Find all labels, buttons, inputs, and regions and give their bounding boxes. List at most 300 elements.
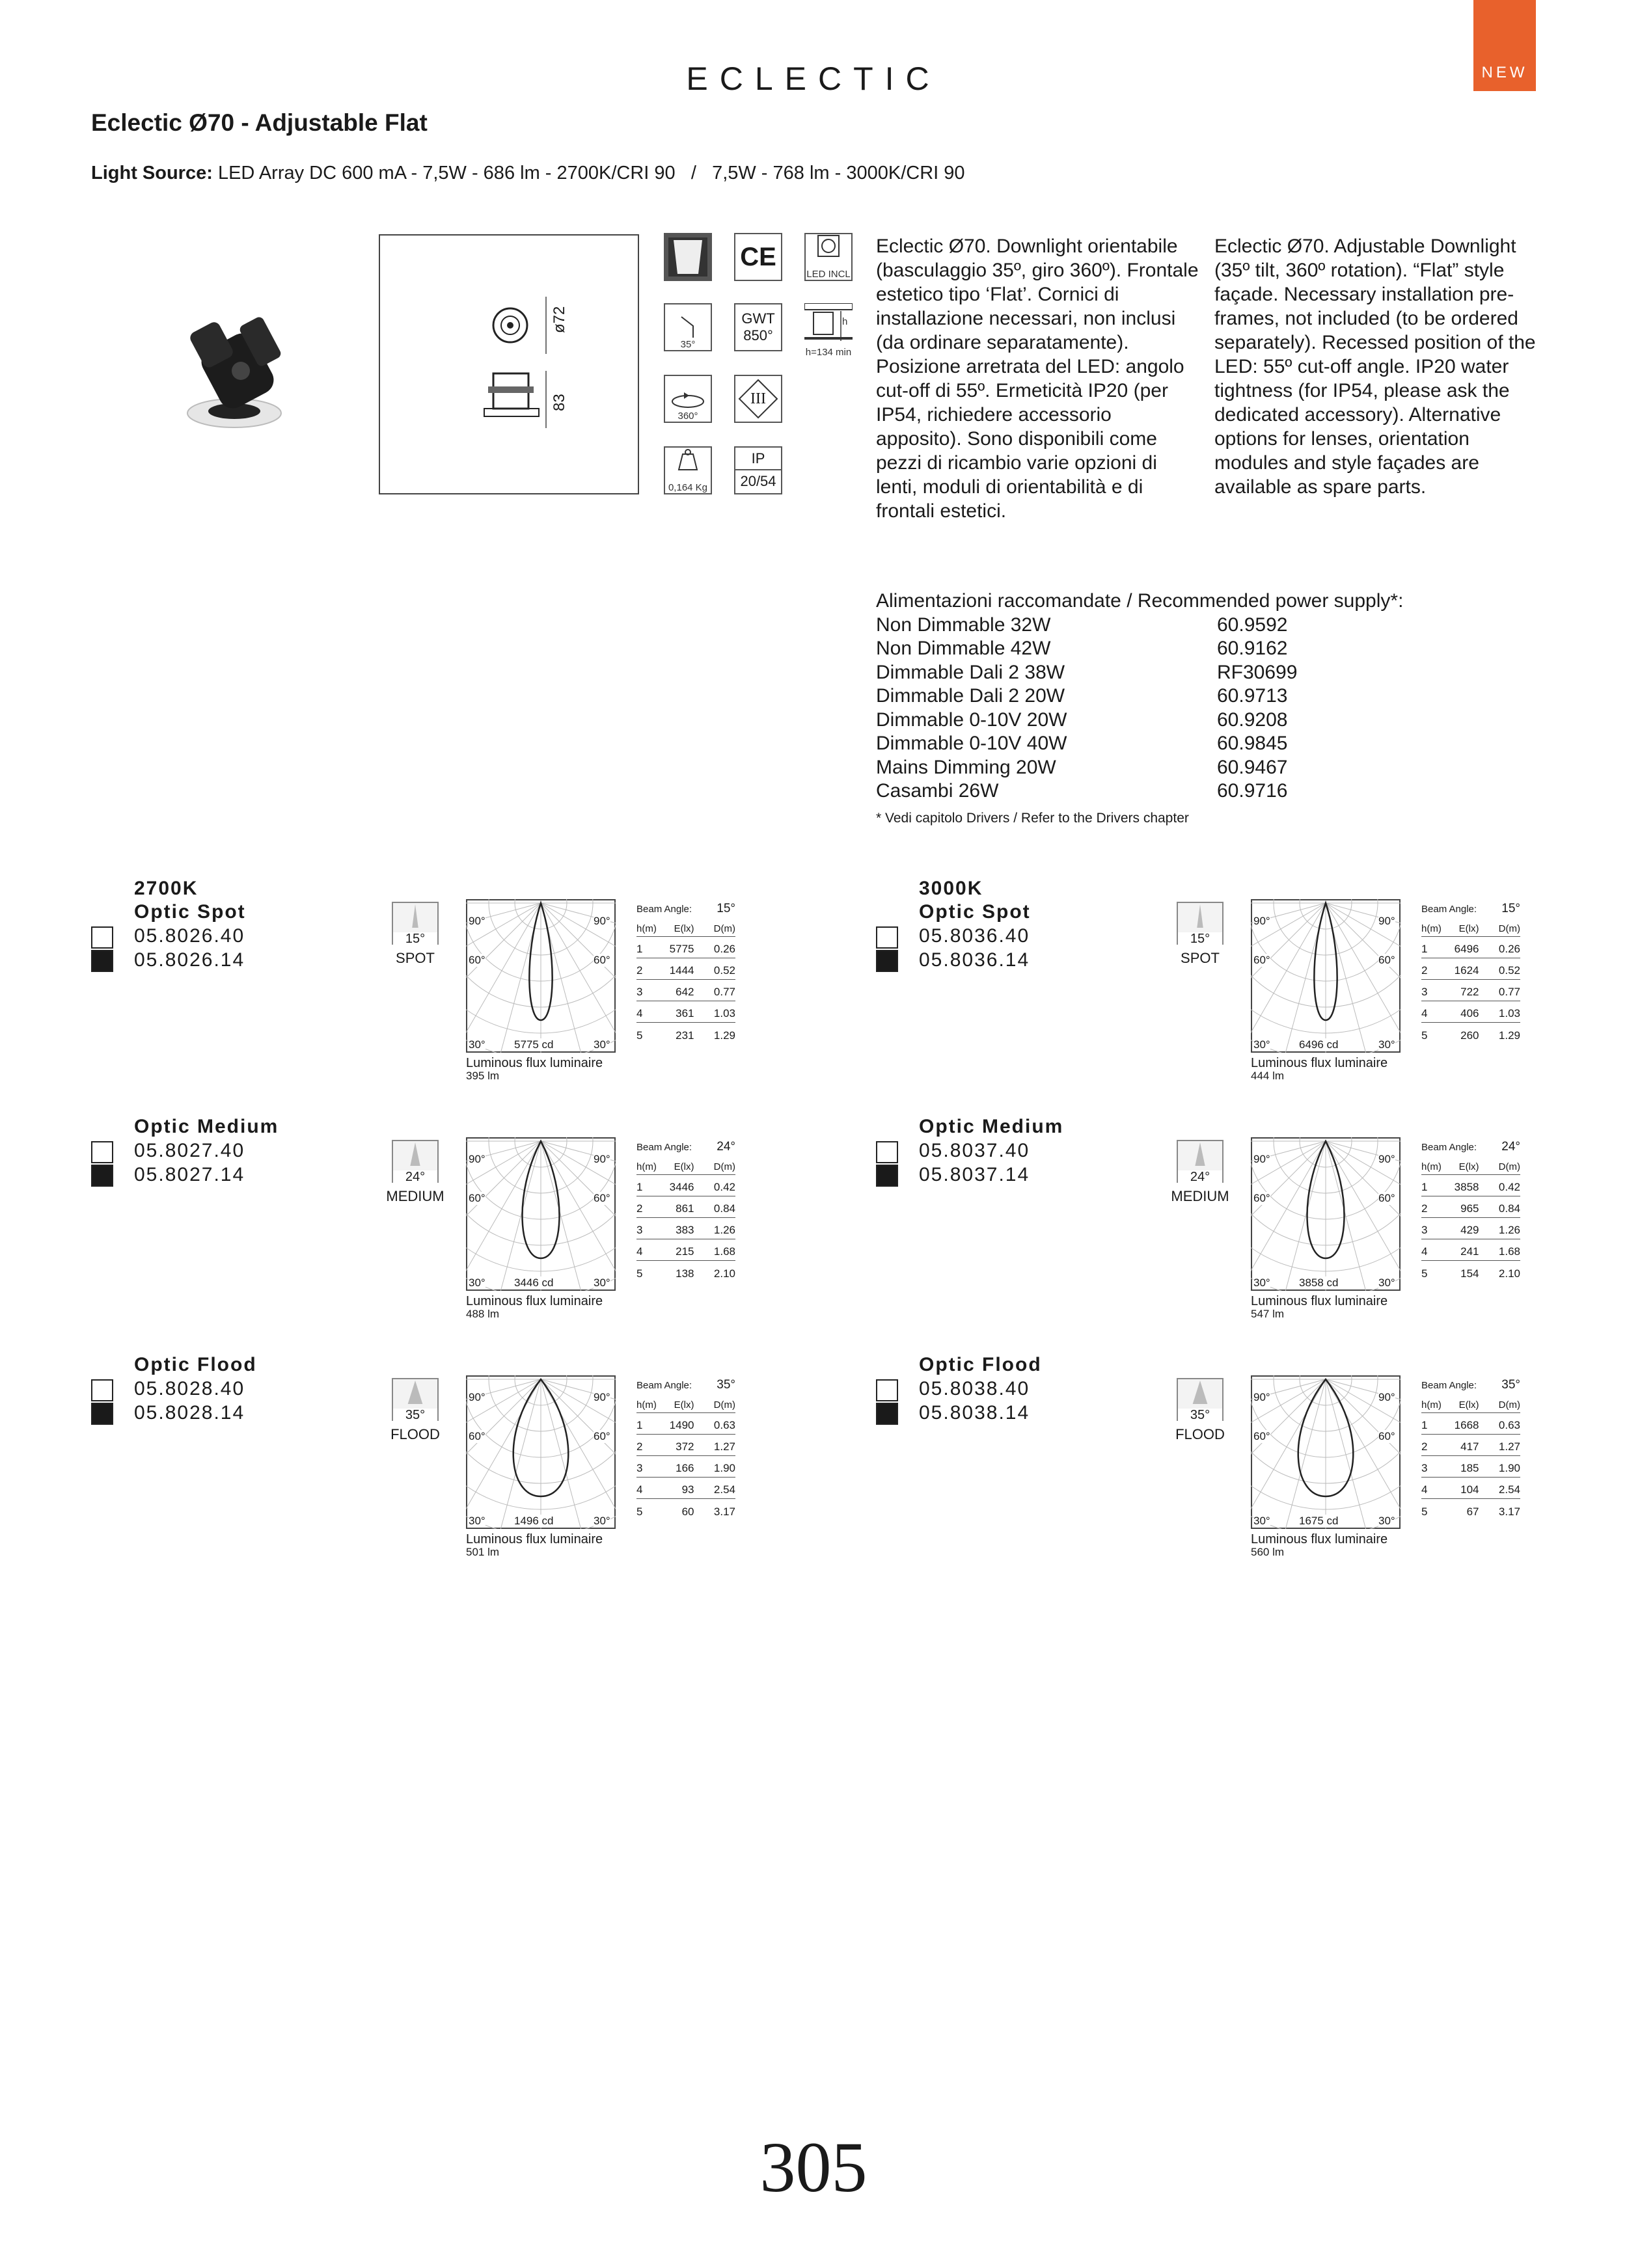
beam-angle-label: 24°: [1178, 1170, 1222, 1183]
led-incl-label: LED INCL: [806, 269, 851, 280]
beam-angle-row: [636, 1137, 735, 1157]
cell-d: 1.90: [1498, 1462, 1520, 1474]
cell-h: 1: [636, 1419, 643, 1431]
polar-label-30-left: 30°: [469, 1515, 485, 1527]
col-h: h(m): [636, 1161, 657, 1172]
optic-code-white: 05.8026.40: [134, 925, 245, 947]
cell-e: 3858: [1454, 1181, 1479, 1193]
power-supply-name: Dimmable 0-10V 40W: [876, 733, 1067, 754]
cell-e: 3446: [669, 1181, 694, 1193]
table-row: [636, 980, 735, 1001]
power-supply-name: Dimmable Dali 2 20W: [876, 685, 1065, 707]
led-chip-icon: [817, 234, 840, 258]
beam-angle-caption: Beam Angle:: [636, 1141, 692, 1153]
optic-code-white: 05.8028.40: [134, 1378, 245, 1399]
beam-cone: [1197, 904, 1203, 928]
cell-e: 429: [1460, 1224, 1479, 1236]
power-supply-code: 60.9713: [1217, 685, 1288, 707]
polar-label-90-right: 90°: [1378, 1391, 1395, 1403]
power-supply-name: Non Dimmable 42W: [876, 638, 1051, 659]
table-row: [636, 1175, 735, 1196]
optic-name: Optic Flood: [134, 1354, 257, 1375]
beam-cone: [412, 904, 418, 928]
flux-label: Luminous flux luminaire: [466, 1056, 603, 1070]
beam-name: MEDIUM: [1171, 1188, 1229, 1204]
optic-temp: 3000K: [919, 878, 983, 899]
polar-label-90-left: 90°: [1253, 1391, 1270, 1403]
power-supply-note: * Vedi capitolo Drivers / Refer to the Drivers chapter: [876, 811, 1189, 826]
finish-white-swatch: [91, 1379, 113, 1401]
polar-label-90-right: 90°: [1378, 1153, 1395, 1165]
flux-value: 560 lm: [1251, 1546, 1285, 1558]
table-row: [636, 1239, 735, 1261]
table-header: [636, 1157, 735, 1175]
cell-h: 2: [1421, 964, 1428, 977]
cell-h: 5: [1421, 1267, 1428, 1280]
cell-d: 1.29: [713, 1029, 735, 1042]
flux-label: Luminous flux luminaire: [1251, 1294, 1388, 1308]
finish-white-swatch: [91, 926, 113, 949]
brand-title: ECLECTIC: [686, 61, 941, 97]
beam-icon: [392, 902, 439, 945]
cell-e: 60: [681, 1505, 694, 1518]
polar-label-90-left: 90°: [469, 1391, 485, 1403]
beam-angle-value: 24°: [1501, 1140, 1520, 1154]
beam-icon: [1177, 902, 1224, 945]
cell-d: 1.26: [1498, 1224, 1520, 1236]
cell-e: 372: [676, 1440, 694, 1453]
polar-label-60-right: 60°: [594, 954, 610, 966]
cell-h: 4: [1421, 1245, 1428, 1258]
polar-label-30-right: 30°: [1378, 1276, 1395, 1289]
polar-candela: 1496 cd: [514, 1515, 554, 1527]
polar-candela: 3858 cd: [1299, 1276, 1339, 1289]
optic-code-black: 05.8037.14: [919, 1164, 1030, 1185]
cell-e: 861: [676, 1202, 694, 1215]
col-e: E(lx): [674, 1161, 694, 1172]
optic-block: [91, 1353, 794, 1574]
dim-height: 83: [551, 394, 568, 411]
cell-d: 1.03: [713, 1007, 735, 1019]
table-row: [636, 1499, 735, 1520]
tilt-value: 35°: [680, 339, 696, 350]
polar-label-60-left: 60°: [469, 954, 485, 966]
col-d: D(m): [1498, 923, 1520, 934]
table-header: [1421, 1395, 1520, 1413]
gwt-line2: 850°: [743, 327, 773, 344]
cell-e: 406: [1460, 1007, 1479, 1019]
finish-black-swatch: [876, 950, 898, 972]
table-row: [1421, 937, 1520, 958]
cell-h: 1: [636, 943, 643, 955]
cell-h: 1: [1421, 943, 1428, 955]
cell-d: 2.10: [1498, 1267, 1520, 1280]
col-h: h(m): [636, 1399, 657, 1411]
cell-d: 0.84: [1498, 1202, 1520, 1215]
beam-angle-value: 24°: [717, 1140, 735, 1154]
optic-name: Optic Medium: [134, 1116, 279, 1137]
table-row: [1421, 1478, 1520, 1499]
cell-e: 1668: [1454, 1419, 1479, 1431]
table-row: [1421, 1196, 1520, 1218]
polar-label-30-right: 30°: [594, 1038, 610, 1051]
table-row: [1421, 1456, 1520, 1478]
beam-name: SPOT: [396, 950, 435, 966]
optic-code-white: 05.8027.40: [134, 1140, 245, 1161]
cell-h: 2: [1421, 1202, 1428, 1215]
beam-name: SPOT: [1181, 950, 1220, 966]
gwt-line1: GWT: [741, 310, 775, 327]
rotation-arrow-icon: [670, 391, 706, 411]
beam-angle-value: 35°: [1501, 1378, 1520, 1392]
cell-e: 417: [1460, 1440, 1479, 1453]
col-e: E(lx): [674, 923, 694, 934]
gwt-icon: [734, 303, 782, 351]
optic-code-white: 05.8038.40: [919, 1378, 1030, 1399]
polar-label-60-right: 60°: [1378, 1192, 1395, 1204]
polar-label-60-left: 60°: [1253, 1192, 1270, 1204]
power-supply-code: 60.9592: [1217, 614, 1288, 636]
cell-h: 5: [636, 1029, 643, 1042]
power-supply-name: Non Dimmable 32W: [876, 614, 1051, 636]
finish-black-swatch: [876, 1165, 898, 1187]
table-row: [1421, 1175, 1520, 1196]
polar-label-90-left: 90°: [1253, 1153, 1270, 1165]
cell-e: 5775: [669, 943, 694, 955]
power-supply-row: [876, 709, 1403, 733]
rotation-value: 360°: [677, 411, 698, 422]
cell-h: 1: [1421, 1419, 1428, 1431]
cell-e: 722: [1460, 986, 1479, 998]
polar-label-30-left: 30°: [1253, 1276, 1270, 1289]
polar-label-90-right: 90°: [594, 1153, 610, 1165]
cell-d: 2.54: [1498, 1483, 1520, 1496]
col-e: E(lx): [1458, 1161, 1479, 1172]
min-height-value: h=134 min: [805, 347, 852, 358]
power-supply-name: Dimmable Dali 2 38W: [876, 661, 1065, 683]
cell-e: 67: [1466, 1505, 1479, 1518]
col-d: D(m): [713, 1161, 735, 1172]
col-d: D(m): [713, 1399, 735, 1411]
cell-d: 1.90: [713, 1462, 735, 1474]
power-supply-code: 60.9716: [1217, 780, 1288, 802]
cell-h: 3: [1421, 1462, 1428, 1474]
light-source: [91, 163, 965, 184]
polar-label-30-right: 30°: [594, 1515, 610, 1527]
table-row: [636, 937, 735, 958]
ip-value: 20/54: [740, 473, 776, 489]
cell-d: 1.68: [713, 1245, 735, 1258]
cell-h: 1: [636, 1181, 643, 1193]
light-source-value: LED Array DC 600 mA - 7,5W - 686 lm - 2700K/CRI 90 / 7,5W - 768 lm - 3000K/CRI 90: [217, 163, 965, 183]
col-e: E(lx): [674, 1399, 694, 1411]
cell-h: 4: [636, 1007, 643, 1019]
cell-d: 0.42: [713, 1181, 735, 1193]
polar-label-90-right: 90°: [594, 915, 610, 927]
cell-h: 5: [1421, 1029, 1428, 1042]
min-height-icon: [804, 303, 853, 364]
finish-black-swatch: [91, 1403, 113, 1425]
rotation-icon: [664, 375, 712, 423]
power-supply: [876, 589, 1403, 803]
polar-label-90-left: 90°: [469, 1153, 485, 1165]
beam-cone: [1195, 1142, 1205, 1166]
table-row: [636, 1196, 735, 1218]
polar-candela: 3446 cd: [514, 1276, 554, 1289]
optic-name: Optic Spot: [919, 901, 1031, 923]
cell-d: 3.17: [1498, 1505, 1520, 1518]
optic-name: Optic Flood: [919, 1354, 1042, 1375]
table-header: [636, 1395, 735, 1413]
cell-h: 5: [636, 1505, 643, 1518]
beam-angle-row: [636, 1375, 735, 1395]
finish-white-swatch: [876, 926, 898, 949]
cell-d: 2.54: [713, 1483, 735, 1496]
beam-angle-label: 15°: [393, 932, 437, 945]
optic-block: [876, 877, 1579, 1098]
col-d: D(m): [1498, 1399, 1520, 1411]
cell-d: 0.77: [713, 986, 735, 998]
cell-e: 383: [676, 1224, 694, 1236]
cell-h: 2: [636, 1202, 643, 1215]
cell-d: 1.26: [713, 1224, 735, 1236]
col-h: h(m): [636, 923, 657, 934]
table-row: [1421, 958, 1520, 980]
polar-label-60-left: 60°: [469, 1430, 485, 1442]
flux-value: 488 lm: [466, 1308, 500, 1320]
table-header: [1421, 1157, 1520, 1175]
table-row: [636, 1218, 735, 1239]
beam-angle-value: 35°: [717, 1378, 735, 1392]
power-supply-code: RF30699: [1217, 661, 1298, 683]
cell-h: 3: [1421, 1224, 1428, 1236]
cell-e: 1444: [669, 964, 694, 977]
description-en: Eclectic Ø70. Adjustable Downlight (35º tilt, 360º rotation). “Flat” style façade. Necessary installation pre-frames, not included (to be ordered separately). Recessed position of the LED: 55º cut-off angle. IP20 water tightness (for IP54, please ask the dedicated accessory). Alternative options for lenses, orientation modules and style façades are available as spare parts.: [1214, 236, 1536, 498]
table-header: [636, 919, 735, 937]
cell-d: 2.10: [713, 1267, 735, 1280]
beam-cone-icon: [393, 903, 437, 929]
optic-temp: 2700K: [134, 878, 198, 899]
finish-black-swatch: [876, 1403, 898, 1425]
cell-e: 6496: [1454, 943, 1479, 955]
ip-label: IP: [735, 448, 781, 470]
page-number: 305: [759, 2127, 868, 2207]
cell-e: 231: [676, 1029, 694, 1042]
cell-e: 1624: [1454, 964, 1479, 977]
polar-label-60-left: 60°: [1253, 1430, 1270, 1442]
polar-label-30-left: 30°: [1253, 1038, 1270, 1051]
optic-block: [876, 1353, 1579, 1574]
cell-h: 4: [1421, 1007, 1428, 1019]
class-iii-icon: [734, 375, 782, 423]
table-row: [636, 1478, 735, 1499]
cell-h: 3: [636, 1462, 643, 1474]
photometric-table: [1421, 1137, 1520, 1282]
cell-d: 0.52: [713, 964, 735, 977]
power-supply-row: [876, 756, 1403, 780]
cell-d: 0.42: [1498, 1181, 1520, 1193]
optic-code-black: 05.8027.14: [134, 1164, 245, 1185]
table-row: [1421, 1218, 1520, 1239]
beam-angle-label: 24°: [393, 1170, 437, 1183]
col-e: E(lx): [1458, 923, 1479, 934]
table-row: [636, 1023, 735, 1044]
optic-code-white: 05.8037.40: [919, 1140, 1030, 1161]
table-row: [1421, 1499, 1520, 1520]
optic-code-black: 05.8028.14: [134, 1402, 245, 1424]
photometric-table: [1421, 1375, 1520, 1520]
table-row: [636, 1001, 735, 1023]
product-photo: [156, 299, 299, 436]
col-h: h(m): [1421, 1161, 1442, 1172]
beam-angle-label: 35°: [393, 1409, 437, 1422]
finish-black-swatch: [91, 1165, 113, 1187]
table-row: [1421, 980, 1520, 1001]
power-supply-row: [876, 684, 1403, 709]
polar-label-60-right: 60°: [594, 1192, 610, 1204]
beam-cone-icon: [1178, 1379, 1222, 1405]
beam-angle-row: [1421, 1137, 1520, 1157]
cell-d: 0.84: [713, 1202, 735, 1215]
table-row: [1421, 1001, 1520, 1023]
col-d: D(m): [1498, 1161, 1520, 1172]
flux-label: Luminous flux luminaire: [1251, 1532, 1388, 1546]
beam-cone: [1193, 1381, 1208, 1404]
finish-white-swatch: [876, 1379, 898, 1401]
beam-angle-row: [1421, 899, 1520, 919]
beam-icon: [392, 1378, 439, 1421]
table-row: [1421, 1435, 1520, 1456]
cell-e: 361: [676, 1007, 694, 1019]
flux-label: Luminous flux luminaire: [466, 1294, 603, 1308]
power-supply-name: Dimmable 0-10V 20W: [876, 709, 1067, 731]
table-row: [636, 958, 735, 980]
photometric-table: [1421, 899, 1520, 1044]
cell-h: 2: [636, 964, 643, 977]
polar-candela: 1675 cd: [1299, 1515, 1339, 1527]
power-supply-heading: Alimentazioni raccomandate / Recommended power supply*:: [876, 590, 1404, 612]
col-h: h(m): [1421, 923, 1442, 934]
polar-label-60-right: 60°: [594, 1430, 610, 1442]
polar-candela: 6496 cd: [1299, 1038, 1339, 1051]
optic-block: [91, 1115, 794, 1336]
cell-h: 5: [636, 1267, 643, 1280]
finish-white-swatch: [91, 1141, 113, 1163]
optic-code-black: 05.8038.14: [919, 1402, 1030, 1424]
cell-d: 0.26: [713, 943, 735, 955]
weight-value: 0,164 Kg: [668, 482, 708, 493]
tilt-icon: [664, 303, 712, 351]
polar-label-30-right: 30°: [594, 1276, 610, 1289]
cell-d: 1.27: [713, 1440, 735, 1453]
polar-label-90-right: 90°: [1378, 915, 1395, 927]
optic-code-black: 05.8026.14: [134, 949, 245, 971]
cell-h: 4: [636, 1483, 643, 1496]
polar-label-60-right: 60°: [1378, 1430, 1395, 1442]
weight-icon: [664, 446, 712, 494]
cell-d: 1.29: [1498, 1029, 1520, 1042]
beam-angle-value: 15°: [1501, 902, 1520, 915]
cell-h: 2: [636, 1440, 643, 1453]
cell-d: 0.77: [1498, 986, 1520, 998]
cell-d: 0.63: [1498, 1419, 1520, 1431]
table-header: [1421, 919, 1520, 937]
table-row: [636, 1435, 735, 1456]
beam-angle-row: [1421, 1375, 1520, 1395]
led-incl-icon: [804, 233, 853, 281]
cell-h: 5: [1421, 1505, 1428, 1518]
polar-label-90-left: 90°: [469, 915, 485, 927]
light-source-label: Light Source:: [91, 163, 213, 183]
beam-angle-label: 15°: [1178, 932, 1222, 945]
polar-label-60-left: 60°: [1253, 954, 1270, 966]
optic-name: Optic Spot: [134, 901, 246, 923]
cell-d: 3.17: [713, 1505, 735, 1518]
cell-e: 138: [676, 1267, 694, 1280]
power-supply-code: 60.9208: [1217, 709, 1288, 731]
flux-value: 444 lm: [1251, 1070, 1285, 1082]
cell-d: 1.27: [1498, 1440, 1520, 1453]
optic-code-black: 05.8036.14: [919, 949, 1030, 971]
cell-d: 1.68: [1498, 1245, 1520, 1258]
polar-candela: 5775 cd: [514, 1038, 554, 1051]
finish-black-swatch: [91, 950, 113, 972]
recessed-icon: [664, 233, 712, 281]
polar-label-90-left: 90°: [1253, 915, 1270, 927]
optic-block: [91, 877, 794, 1098]
table-row: [1421, 1413, 1520, 1435]
beam-cone-icon: [1178, 903, 1222, 929]
beam-angle-label: 35°: [1178, 1409, 1222, 1422]
cell-e: 1490: [669, 1419, 694, 1431]
beam-angle-value: 15°: [717, 902, 735, 915]
flux-value: 395 lm: [466, 1070, 500, 1082]
description-it: Eclectic Ø70. Downlight orientabile (basculaggio 35º, giro 360º). Frontale estetico tipo ‘Flat’. Cornici di installazione necessari, non inclusi (da ordinare separatamente). Posizione arretrata del LED: angolo cut-off di 55º. Ermeticità IP20 (per IP54, richiedere accessorio apposito). Sono disponibili come pezzi di ricambio varie opzioni di lenti, moduli di orientabilità e di frontali estetici.: [876, 236, 1199, 522]
power-supply-row: [876, 732, 1403, 756]
beam-icon: [1177, 1140, 1224, 1183]
beam-cone: [408, 1381, 423, 1404]
cell-e: 93: [681, 1483, 694, 1496]
power-supply-row: [876, 614, 1403, 638]
cell-d: 0.52: [1498, 964, 1520, 977]
polar-label-30-right: 30°: [1378, 1515, 1395, 1527]
power-supply-row: [876, 779, 1403, 803]
polar-label-90-right: 90°: [594, 1391, 610, 1403]
table-row: [636, 1261, 735, 1282]
cell-h: 3: [1421, 986, 1428, 998]
power-supply-code: 60.9467: [1217, 756, 1288, 778]
photometric-table: [636, 1375, 735, 1520]
cell-h: 4: [636, 1245, 643, 1258]
polar-label-30-left: 30°: [1253, 1515, 1270, 1527]
cell-e: 154: [1460, 1267, 1479, 1280]
optic-name: Optic Medium: [919, 1116, 1064, 1137]
power-supply-code: 60.9845: [1217, 733, 1288, 754]
beam-cone: [410, 1142, 420, 1166]
cell-e: 166: [676, 1462, 694, 1474]
photometric-table: [636, 1137, 735, 1282]
cell-e: 215: [676, 1245, 694, 1258]
power-supply-name: Mains Dimming 20W: [876, 756, 1056, 778]
class-iii-label: III: [750, 390, 766, 407]
beam-name: FLOOD: [390, 1426, 440, 1442]
flux-label: Luminous flux luminaire: [466, 1532, 603, 1546]
beam-angle-caption: Beam Angle:: [636, 1379, 692, 1391]
cell-e: 241: [1460, 1245, 1479, 1258]
finish-white-swatch: [876, 1141, 898, 1163]
power-supply-code: 60.9162: [1217, 638, 1288, 659]
cell-d: 1.03: [1498, 1007, 1520, 1019]
